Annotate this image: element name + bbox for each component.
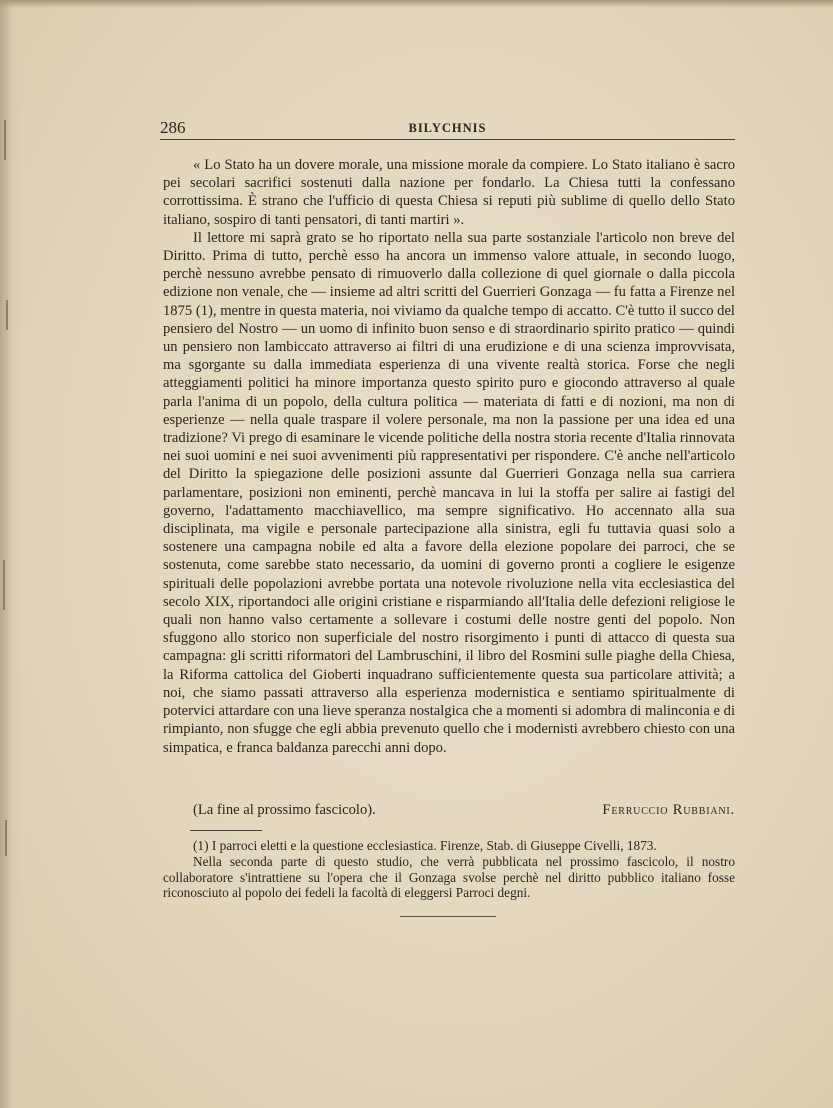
- continuation-note: (La fine al prossimo fascicolo).: [193, 802, 376, 818]
- signature-line: [193, 802, 735, 822]
- running-header: [160, 118, 735, 140]
- author-signature: Ferruccio Rubbiani.: [602, 802, 735, 818]
- footnote-2: Nella seconda parte di questo studio, che verrà pubblicata nel prossimo fascicolo, il nostro collaboratore s'intrattiene su l'opera che il Gonzaga svolse perchè nel diritto pubblico italiano fosse riconosciuto al popolo dei fedeli la facoltà di eleggersi Parroci degni.: [163, 853, 735, 901]
- edge-mark: [4, 120, 6, 160]
- edge-mark: [5, 820, 7, 856]
- journal-title: BILYCHNIS: [408, 121, 487, 135]
- edge-mark: [3, 560, 5, 610]
- footnote-1: (1) I parroci eletti e la questione ecclesiastica. Firenze, Stab. di Giuseppe Civelli, 1873.: [193, 838, 657, 853]
- page-top-edge: [0, 0, 833, 8]
- page-number: 286: [160, 118, 186, 137]
- edge-mark: [6, 300, 8, 330]
- footnote-rule: [190, 830, 262, 831]
- page-binding-edge: [0, 0, 22, 1108]
- paragraph-main: Il lettore mi saprà grato se ho riportato nella sua parte sostanziale l'articolo non breve del Diritto. Prima di tutto, perchè esso ha ancora un immenso valore attuale, in secondo luogo, perchè nessuno avrebbe pensato di rimuoverlo dalla collezione di quel giornale o dalla piccola edizione non venale, che — insieme ad altri scritti del Guerrieri Gonzaga — fu fatta a Firenze nel 1875 (1), mentre in questa materia, noi viviamo da qualche tempo di accatto. C'è tutto il succo del pensiero del Nostro — un uomo di infinito buon senso e di straordinario spirito pratico — quindi un pensiero non lambiccato attraverso ai filtri di una erudizione e di una scienza improvvisata, ma sgorgante su dalla immediata esperienza di una vivente realtà storica. Forse che negli atteggiamenti politici ha minore importanza questo spirito puro e giocondo attraverso al quale parla l'anima di un popolo, della cultura politica — materiata di fatti e di nozioni, ma non di esperienze — nella quale traspare il volere personale, ma non la passione per una idea ed una tradizione? Vi prego di esaminare le vicende politiche della nostra storia recente d'Italia rinnovata nei suoi uomini e nei suoi avvenimenti più rappresentativi per rispondere. C'è anche nell'articolo del Diritto la spiegazione delle posizioni assunte dal Guerrieri Gonzaga nella sua carriera parlamentare, posizioni non eminenti, perchè mancava in lui la stoffa per salire ai fastigi del governo, l'adattamento macchiavellico, ma sempre significativo. Ho accennato alla sua disciplinata, ma vigile e personale partecipazione alla sinistra, egli fu tuttavia quasi solo a sostenere una campagna nobile ed alta a favore della elezione popolare dei parroci, che se sostenuta, come sarebbe stato necessario, da uomini di governo pronti a cogliere le esigenze spirituali delle popolazioni avrebbe portata una notevole rivoluzione nella vita ecclesiastica del secolo XIX, riportandoci alle origini cristiane e risparmiando all'Italia delle defezioni religiose le quali non hanno valso certamente a sollevare i costumi delle nostre genti del popolo. Non sfuggono allo storico non superficiale del nostro risorgimento i punti di attacco di questa sua campagna: gli scritti riformatori del Lambruschini, il libro del Rosmini sulle piaghe della Chiesa, la Riforma cattolica del Gioberti inquadrano sufficientemente questa sua particolare attività; a noi, che siamo passati attraverso alla esperienza modernistica e sentiamo spiritualmente di potervici attardare con una lieve speranza nostalgica che a momenti si adombra di malinconia e di rimpianto, non sfugge che egli abbia prevenuto quello che i modernisti avrebbero chiesto con una simpatica, e franca baldanza parecchi anni dopo.: [163, 229, 735, 756]
- header-rule: [160, 139, 735, 140]
- footnotes: [163, 838, 735, 901]
- paragraph-quote: « Lo Stato ha un dovere morale, una missione morale da compiere. Lo Stato italiano è sacro pei secolari sacrifici sostenuti dalla nazione per fondarlo. La Chiesa tutti la confessano corrottissima. È strano che l'ufficio di questa Chiesa si reputi più sublime di quello dello Stato italiano, sospiro di tanti pensatori, di tanti martiri ».: [163, 157, 735, 228]
- end-rule: [400, 916, 496, 917]
- article-body: [163, 156, 735, 757]
